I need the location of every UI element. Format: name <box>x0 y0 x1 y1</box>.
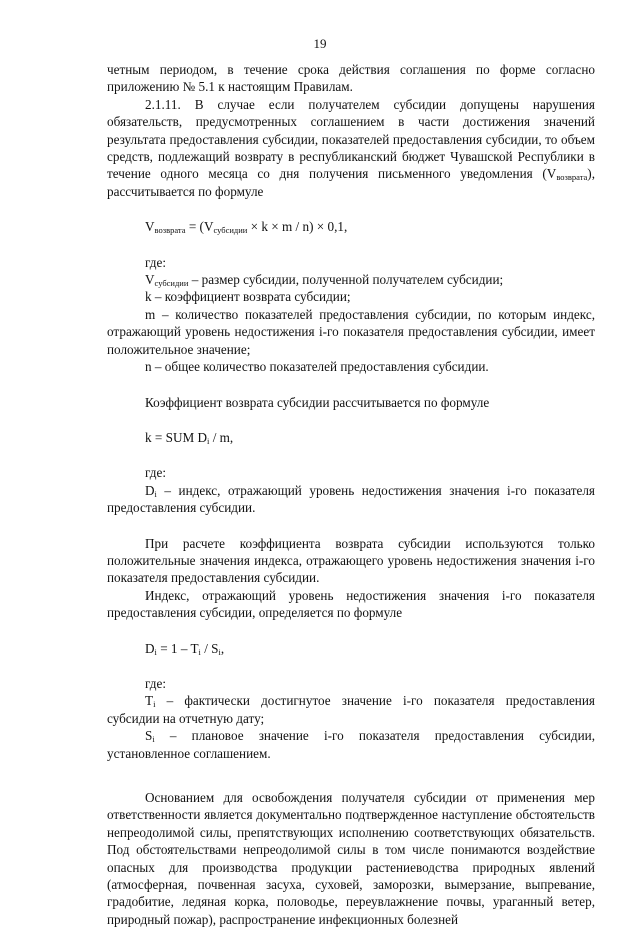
spacer <box>107 411 595 429</box>
formula-subscript: i <box>218 646 221 657</box>
where-label: где: <box>145 675 166 691</box>
definition-n: n – общее количество показателей предоставления субсидии. <box>145 359 489 375</box>
definition-m: m – количество показателей предоставления субсидии, по которым индекс, отражающий уровень недостижения i-го показателя предоставления субсидии, имеет положительное значение; <box>107 306 595 357</box>
formula-term: = 1 – T <box>156 640 199 656</box>
symbol-subscript: i <box>152 734 155 745</box>
definition-text: – плановое значение i-го показателя предоставления субсидии, установленное соглашением. <box>107 728 595 761</box>
formula-subscript: i <box>154 646 157 657</box>
definition-text: – размер субсидии, полученной получателем субсидии; <box>188 272 504 288</box>
paragraph-force-majeure: Основанием для освобождения получателя субсидии от применения мер ответственности является документально подтвержденное наступление обстоятельств непреодолимой силы, препятствующих исполнению соответствующих обязательств. Под обстоятельствами непреодолимой силы в том числе понимаются воздействие опасных для производства продукции растениеводства природных явлений (атмосферная, почвенная засуха, суховей, заморозки, вымерзание, выпревание, градобитие, ледяная корка, половодье, переувлажнение почвы, ураганный ветер, природный пожар), распространение инфекционных болезней <box>107 790 595 927</box>
paragraph-positive-values: При расчете коэффициента возврата субсидии используются только положительные значения индекса, отражающего уровень недостижения значения i-го показателя предоставления субсидии. <box>107 535 595 586</box>
paragraph-2-1-11 <box>107 96 595 200</box>
spacer <box>107 517 595 535</box>
spacer <box>107 657 595 675</box>
paragraph-intro: четным периодом, в течение срока действия соглашения по форме согласно приложению № 5.1 к настоящим Правилам. <box>107 62 595 95</box>
paragraph-index: Индекс, отражающий уровень недостижения значения i-го показателя предоставления субсидии, определяется по формуле <box>107 587 595 621</box>
definition-v-subsidy <box>107 271 595 288</box>
formula-term: V <box>145 219 155 235</box>
definition-s <box>107 727 595 762</box>
formula-subscript: субсидии <box>213 225 248 236</box>
symbol: T <box>145 693 154 709</box>
formula-index <box>107 640 595 657</box>
spacer <box>107 446 595 464</box>
formula-subscript: i <box>198 646 201 657</box>
paragraph-2-1-11-text: 2.1.11. В случае если получателем субсидии допущены нарушения обязательств, предусмотренных соглашением в части достижения значений результата предоставления субсидии, показателей предоставления субсидии, то объем средств, подлежащий возврату в республиканский бюджет Чувашской Республики в течение одного месяца со дня получения письменного уведомления ( <box>107 96 595 182</box>
formula-term: / m, <box>209 429 234 445</box>
formula-term: , <box>220 640 225 656</box>
symbol: S <box>145 728 153 744</box>
definition-text: – фактически достигнутое значение i-го показателя предоставления субсидии на отчетную дату; <box>107 693 595 726</box>
formula-term: D <box>145 640 155 656</box>
symbol-subscript: субсидии <box>154 278 189 289</box>
symbol: V <box>145 272 155 288</box>
symbol: D <box>145 482 155 498</box>
definition-d <box>107 482 595 517</box>
paragraph-coefficient: Коэффициент возврата субсидии рассчитывается по формуле <box>145 394 490 410</box>
spacer <box>107 622 595 640</box>
formula-subscript: возврата <box>154 225 186 236</box>
definition-k: k – коэффициент возврата субсидии; <box>145 289 351 305</box>
formula-subscript: i <box>207 435 210 446</box>
document-body <box>107 61 595 928</box>
formula-coefficient <box>107 429 595 446</box>
spacer <box>107 236 595 254</box>
where-label: где: <box>145 465 166 481</box>
spacer <box>107 762 595 789</box>
spacer <box>107 200 595 218</box>
formula-return-amount <box>107 218 595 235</box>
symbol-subscript: i <box>154 488 157 499</box>
subscript-vozvrata: возврата <box>556 172 588 183</box>
symbol-v: V <box>546 166 557 182</box>
definition-text: – индекс, отражающий уровень недостижения значения i-го показателя предоставления субсидии. <box>107 482 595 516</box>
paragraph-2-1-11-end: ), рассчитывается по формуле <box>107 166 595 199</box>
formula-term: = (V <box>185 219 214 235</box>
page-number: 19 <box>313 36 327 51</box>
spacer <box>107 376 595 394</box>
definition-t <box>107 692 595 727</box>
formula-term: k = SUM D <box>145 429 208 445</box>
formula-term: / S <box>200 640 219 656</box>
where-label: где: <box>145 254 166 270</box>
formula-term: × k × m / n) × 0,1, <box>247 219 348 235</box>
symbol-subscript: i <box>153 699 156 710</box>
